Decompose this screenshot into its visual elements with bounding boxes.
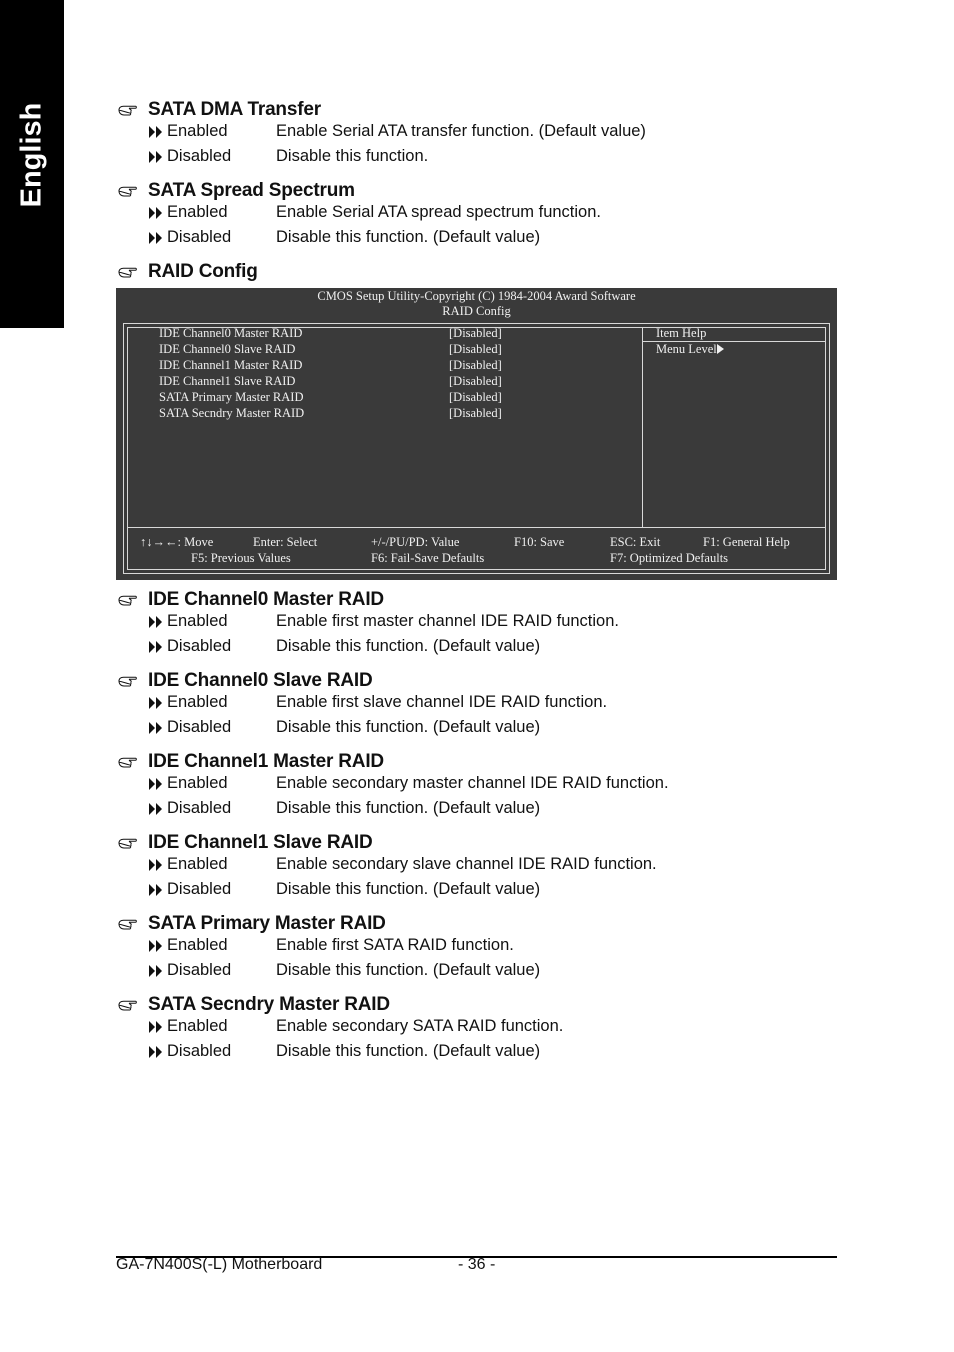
bios-divider-horizontal [127, 527, 826, 528]
option-name: Enabled [167, 1017, 228, 1035]
option-name: Disabled [167, 799, 232, 817]
key-f10: F10: Save [514, 535, 565, 549]
bios-header-subtitle: RAID Config [442, 304, 511, 318]
option-name: Enabled [167, 936, 228, 954]
option-description: Disable this function. (Default value) [276, 1042, 541, 1060]
option-row [118, 612, 619, 637]
option-row [118, 203, 601, 228]
option-description: Enable Serial ATA spread spectrum function. [276, 203, 601, 221]
section-header [118, 179, 355, 203]
option-row [118, 936, 514, 961]
pointing-hand-icon [118, 266, 148, 278]
setting-section [118, 260, 258, 284]
section-title: IDE Channel1 Slave RAID [148, 832, 373, 853]
key-f1: F1: General Help [703, 535, 790, 549]
section-header [118, 912, 386, 936]
pointing-hand-icon [118, 185, 148, 197]
section-title: IDE Channel0 Slave RAID [148, 670, 373, 691]
option-row [118, 122, 646, 147]
option-name: Enabled [167, 122, 228, 140]
section-header [118, 669, 373, 693]
section-title: SATA Primary Master RAID [148, 913, 386, 934]
option-name: Disabled [167, 228, 232, 246]
option-row [118, 718, 541, 743]
bios-item-value[interactable]: [Disabled] [449, 342, 502, 356]
option-name: Enabled [167, 855, 228, 873]
option-row [118, 147, 429, 172]
setting-section [118, 831, 657, 905]
option-description: Enable secondary master channel IDE RAID function. [276, 774, 669, 792]
bios-item-label[interactable]: IDE Channel0 Slave RAID [159, 342, 296, 356]
section-header [118, 260, 258, 284]
option-description: Enable first SATA RAID function. [276, 936, 514, 954]
key-move: ↑↓→←: Move [140, 535, 214, 549]
section-title: IDE Channel1 Master RAID [148, 751, 384, 772]
option-name: Disabled [167, 961, 232, 979]
setting-section [118, 179, 601, 253]
option-name: Enabled [167, 203, 228, 221]
key-f6: F6: Fail-Save Defaults [371, 551, 485, 565]
setting-section [118, 588, 619, 662]
pointing-hand-icon [118, 918, 148, 930]
option-description: Disable this function. (Default value) [276, 228, 541, 246]
option-row [118, 961, 541, 986]
pointing-hand-icon [118, 104, 148, 116]
section-header [118, 98, 321, 122]
option-name: Enabled [167, 612, 228, 630]
side-tab-label: English [15, 102, 48, 208]
section-header [118, 993, 390, 1017]
section-title: IDE Channel0 Master RAID [148, 589, 384, 610]
option-description: Enable Serial ATA transfer function. (Default value) [276, 122, 646, 140]
option-name: Disabled [167, 637, 232, 655]
key-value: +/-/PU/PD: Value [371, 535, 460, 549]
setting-section [118, 750, 669, 824]
setting-section [118, 912, 541, 986]
option-name: Disabled [167, 718, 232, 736]
footer-model: GA-7N400S(-L) Motherboard [116, 1256, 323, 1273]
option-name: Disabled [167, 1042, 232, 1060]
item-help-title: Item Help [656, 326, 707, 340]
option-row [118, 693, 608, 718]
option-row [118, 880, 541, 905]
pointing-hand-icon [118, 756, 148, 768]
section-title: SATA DMA Transfer [148, 99, 321, 120]
pointing-hand-icon [118, 837, 148, 849]
section-header [118, 588, 384, 612]
bios-item-label[interactable]: IDE Channel0 Master RAID [159, 326, 303, 340]
bios-screen [116, 288, 837, 580]
option-description: Enable secondary slave channel IDE RAID function. [276, 855, 657, 873]
option-description: Disable this function. (Default value) [276, 961, 541, 979]
option-name: Enabled [167, 693, 228, 711]
option-description: Enable secondary SATA RAID function. [276, 1017, 564, 1035]
bios-item-label[interactable]: SATA Primary Master RAID [159, 390, 304, 404]
option-description: Disable this function. (Default value) [276, 718, 541, 736]
key-esc: ESC: Exit [610, 535, 661, 549]
option-name: Disabled [167, 880, 232, 898]
option-row [118, 855, 657, 880]
section-title: RAID Config [148, 261, 258, 282]
bios-item-value[interactable]: [Disabled] [449, 374, 502, 388]
bios-item-label[interactable]: IDE Channel1 Master RAID [159, 358, 303, 372]
key-enter: Enter: Select [253, 535, 318, 549]
option-description: Disable this function. (Default value) [276, 799, 541, 817]
language-side-tab [0, 0, 64, 328]
option-description: Disable this function. [276, 147, 429, 165]
page-number: - 36 - [458, 1256, 496, 1273]
triangle-right-icon [717, 344, 724, 354]
option-name: Disabled [167, 147, 232, 165]
setting-section [118, 993, 564, 1067]
setting-section [118, 98, 646, 172]
section-header [118, 831, 373, 855]
section-title: SATA Secndry Master RAID [148, 994, 390, 1015]
option-description: Enable first slave channel IDE RAID function. [276, 693, 608, 711]
option-row [118, 1017, 564, 1042]
pointing-hand-icon [118, 594, 148, 606]
menu-level-text [656, 342, 724, 357]
option-row [118, 799, 541, 824]
section-header [118, 750, 384, 774]
option-row [118, 637, 541, 662]
bios-divider-vertical [642, 327, 643, 527]
setting-section [118, 669, 608, 743]
bios-item-value[interactable]: [Disabled] [449, 390, 502, 404]
bios-item-value[interactable]: [Disabled] [449, 358, 502, 372]
key-f7: F7: Optimized Defaults [610, 551, 729, 565]
bios-item-label[interactable]: SATA Secndry Master RAID [159, 406, 305, 420]
bios-item-value[interactable]: [Disabled] [449, 406, 502, 420]
option-name: Enabled [167, 774, 228, 792]
pointing-hand-icon [118, 675, 148, 687]
bios-header-title: CMOS Setup Utility-Copyright (C) 1984-2004 Award Software [317, 289, 636, 303]
option-row [118, 1042, 541, 1067]
section-title: SATA Spread Spectrum [148, 180, 355, 201]
key-f5: F5: Previous Values [191, 551, 291, 565]
pointing-hand-icon [118, 999, 148, 1011]
option-row [118, 774, 669, 799]
bios-item-label[interactable]: IDE Channel1 Slave RAID [159, 374, 296, 388]
menu-level-label: Menu Level [656, 342, 717, 356]
option-description: Enable first master channel IDE RAID function. [276, 612, 619, 630]
option-row [118, 228, 541, 253]
bios-item-value[interactable]: [Disabled] [449, 326, 502, 340]
option-description: Disable this function. (Default value) [276, 880, 541, 898]
option-description: Disable this function. (Default value) [276, 637, 541, 655]
